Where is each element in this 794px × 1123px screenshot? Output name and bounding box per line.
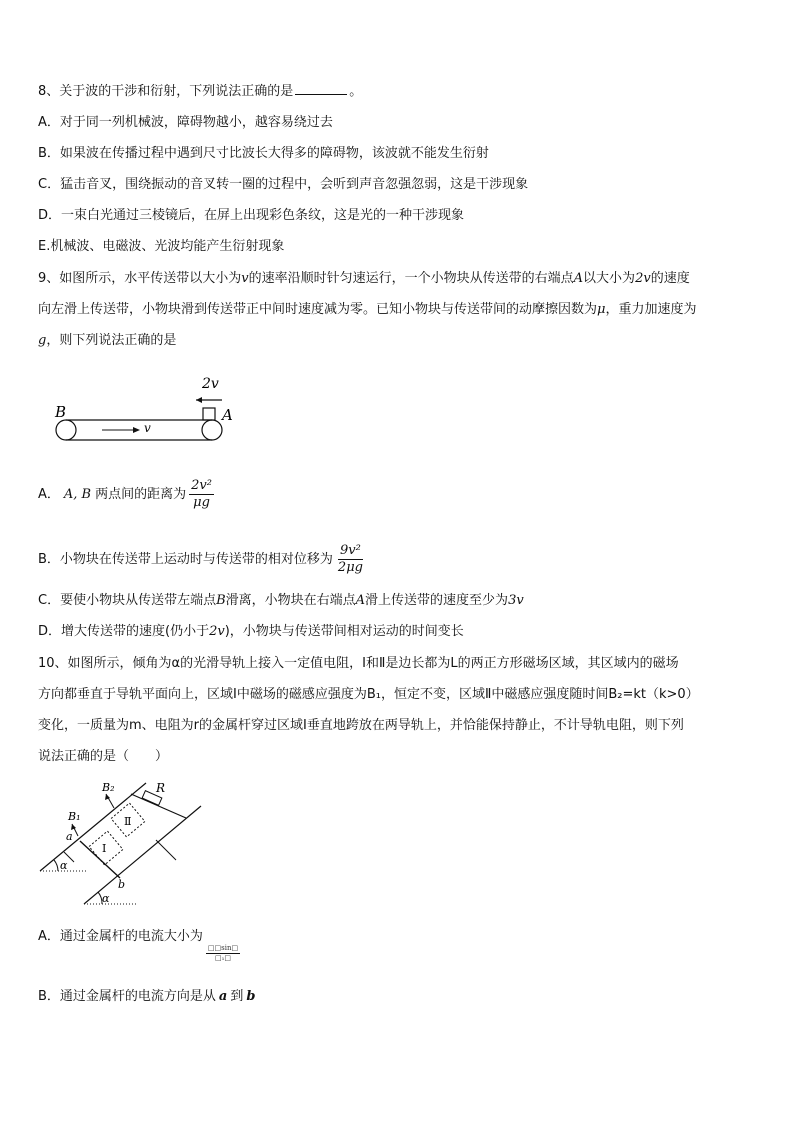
var-mu: μ — [597, 302, 606, 317]
var-b: b — [246, 989, 256, 1004]
label-region-i: Ⅰ — [102, 842, 107, 855]
label-b: b — [118, 878, 126, 891]
numerator: □□sin□ — [207, 944, 239, 952]
text: 的速率沿顺时针匀速运行，一个小物块从传送带的右端点 — [248, 271, 574, 286]
question-10-stem-line-1: 10、如图所示，倾角为α的光滑导轨上接入一定值电阻，Ⅰ和Ⅱ是边长都为L的两正方形磁场区域，其区域内的磁场 — [38, 656, 679, 671]
var-AB: A, B — [63, 487, 92, 502]
question-9-option-c — [38, 592, 764, 610]
label-B1: B₁ — [68, 810, 81, 823]
var-B: B — [216, 593, 226, 608]
fraction — [206, 944, 240, 963]
text: ，重力加速度为 — [605, 302, 697, 317]
arrow-head — [196, 397, 202, 403]
inclined-rail-figure — [36, 778, 206, 913]
text: 的速度 — [650, 271, 690, 286]
label-alpha-2: α — [102, 892, 110, 905]
block-icon — [203, 408, 215, 420]
var-a: a — [218, 989, 228, 1004]
var-3v: 3v — [508, 593, 524, 608]
question-8-text: 8、关于波的干涉和衍射，下列说法正确的是 — [38, 84, 294, 99]
text: A．通过金属杆的电流大小为 — [38, 929, 203, 944]
var-A: A — [355, 593, 366, 608]
label-2v: 2v — [202, 376, 219, 392]
question-8-option-a: A．对于同一列机械波，障碍物越小，越容易绕过去 — [38, 115, 333, 130]
question-9-option-b — [38, 543, 764, 576]
question-9-option-a — [38, 478, 764, 511]
label-a: a — [66, 830, 73, 843]
rail-lower — [84, 806, 201, 904]
conveyor-belt-figure — [50, 372, 240, 447]
var-2v: 2v — [635, 271, 651, 286]
label-B: B — [55, 403, 67, 421]
label-A: A — [222, 406, 233, 424]
numerator: 9v² — [340, 543, 361, 558]
label-v: v — [144, 421, 151, 435]
question-9-stem-line-1 — [38, 270, 764, 288]
question-10-stem-line-3: 变化，一质量为m、电阻为r的金属杆穿过区域Ⅰ垂直地跨放在两导轨上，并恰能保持静止，不计导轨电阻，则下列 — [38, 718, 684, 733]
var-2v: 2v — [209, 624, 225, 639]
var-v: v — [241, 271, 249, 286]
text: 滑上传送带的速度至少为 — [365, 593, 509, 608]
denominator: μg — [193, 495, 210, 510]
text: B．通过金属杆的电流方向是从 — [38, 989, 216, 1004]
question-8-stem — [38, 82, 764, 101]
denominator: 2μg — [337, 560, 363, 575]
text: C．要使小物块从传送带左端点 — [38, 593, 217, 608]
question-10-option-a — [38, 928, 764, 963]
right-roller — [202, 420, 222, 440]
fraction — [336, 543, 365, 576]
angle-arc-1 — [54, 860, 58, 871]
var-A: A — [573, 271, 584, 286]
label-region-ii: Ⅱ — [124, 815, 132, 828]
question-8-option-e: E.机械波、电磁波、光波均能产生衍射现象 — [38, 239, 285, 254]
label-alpha-1: α — [60, 859, 68, 872]
text: D．增大传送带的速度(仍小于 — [38, 624, 210, 639]
question-9-stem-line-3 — [38, 332, 764, 350]
text: 以大小为 — [583, 271, 636, 286]
label-B2: B₂ — [102, 781, 115, 794]
text: A． — [38, 487, 60, 502]
text: 滑离，小物块在右端点 — [225, 593, 356, 608]
rail-extension — [156, 840, 176, 860]
question-8-option-d: D．一束白光通过三棱镜后，在屏上出现彩色条纹，这是光的一种干涉现象 — [38, 208, 465, 223]
question-9-option-d — [38, 623, 764, 641]
question-8-option-b: B．如果波在传播过程中遇到尺寸比波长大得多的障碍物，该波就不能发生衍射 — [38, 146, 489, 161]
question-8-end: 。 — [349, 84, 363, 99]
text: )，小物块与传送带间相对运动的时间变长 — [224, 624, 464, 639]
question-9-stem-line-2 — [38, 301, 764, 319]
answer-blank — [295, 82, 347, 95]
arrow-head — [133, 427, 140, 433]
fraction — [189, 478, 214, 511]
text: 向左滑上传送带，小物块滑到传送带正中间时速度减为零。已知小物块与传送带间的动摩擦因数为 — [38, 302, 598, 317]
arrow-head — [71, 824, 76, 830]
numerator: 2v² — [191, 478, 212, 493]
var-g: g — [38, 333, 47, 348]
left-roller — [56, 420, 76, 440]
label-R: R — [156, 781, 166, 795]
question-10-stem-line-2: 方向都垂直于导轨平面向上，区域Ⅰ中磁场的磁感应强度为B₁，恒定不变，区域Ⅱ中磁感应强度随时间B₂=kt（k>0） — [38, 687, 699, 702]
question-10-stem-line-4: 说法正确的是（ ） — [38, 749, 169, 764]
text: 9、如图所示，水平传送带以大小为 — [38, 271, 242, 286]
denominator: □₁□ — [214, 954, 232, 962]
text: 到 — [230, 989, 244, 1004]
text: B．小物块在传送带上运动时与传送带的相对位移为 — [38, 552, 333, 567]
text: 两点间的距离为 — [95, 487, 187, 502]
text: ，则下列说法正确的是 — [46, 333, 177, 348]
metal-rod — [80, 841, 120, 878]
question-8-option-c: C．猛击音叉，围绕振动的音叉转一圈的过程中，会听到声音忽强忽弱，这是干涉现象 — [38, 177, 529, 192]
question-10-option-b — [38, 988, 764, 1006]
